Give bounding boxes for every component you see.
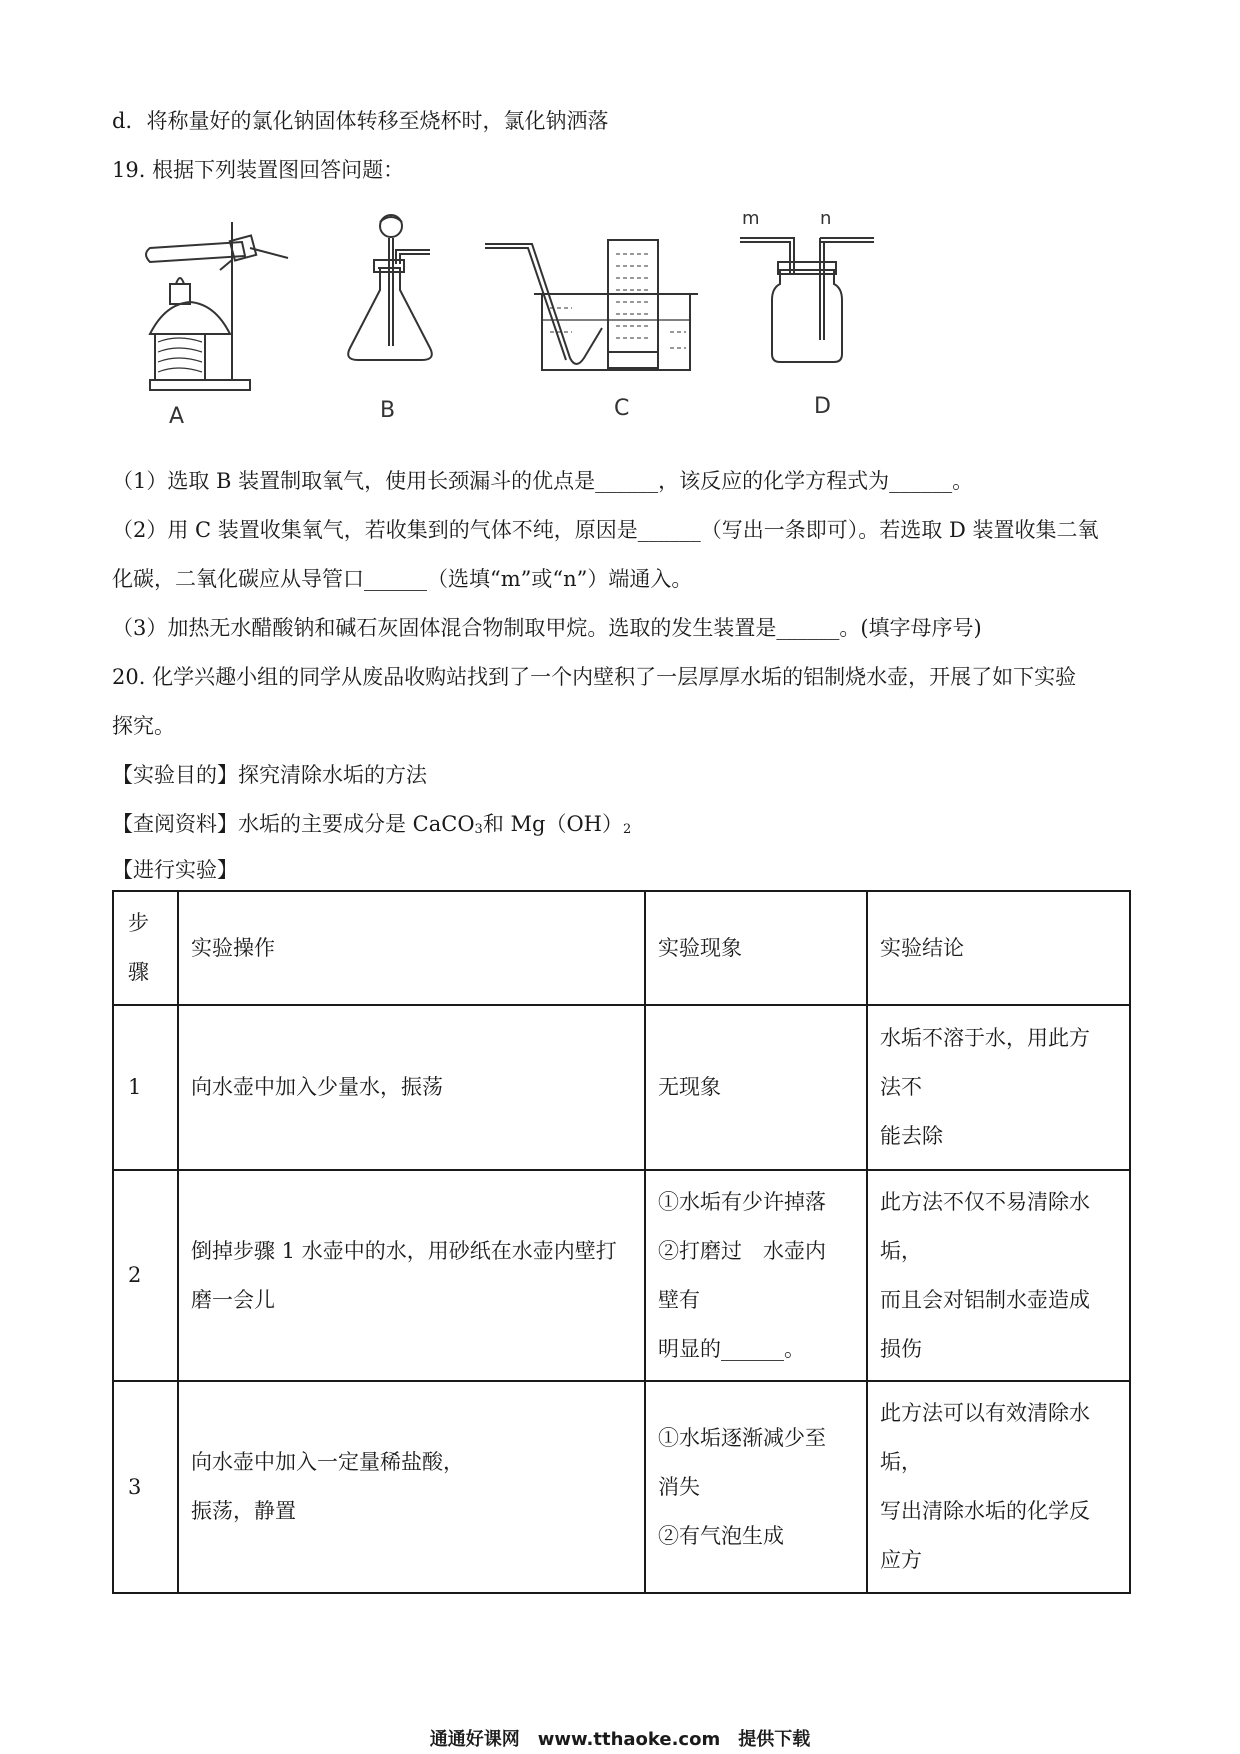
figure-label-b: B xyxy=(380,398,396,423)
q19-part1: （1）选取 B 装置制取氧气，使用长颈漏斗的优点是______，该反应的化学方程式为______。 xyxy=(112,469,974,493)
cell-line: 法不 xyxy=(880,1075,922,1099)
conduct-heading: 【进行实验】 xyxy=(112,858,238,882)
cell-conclusion xyxy=(867,1005,1130,1170)
header-step xyxy=(113,891,178,1005)
cell-line: 此方法不仅不易清除水 xyxy=(880,1189,1090,1214)
header-operation: 实验操作 xyxy=(178,891,645,1005)
option-d-text: d．将称量好的氯化钠固体转移至烧杯时，氯化钠洒落 xyxy=(112,109,609,133)
cell-line: 向水壶中加入一定量稀盐酸， xyxy=(191,1450,464,1474)
cell-line: 能去除 xyxy=(880,1124,943,1148)
cell-step: 1 xyxy=(113,1005,178,1170)
cell-line: ②有气泡生成 xyxy=(658,1523,784,1548)
cell-operation xyxy=(178,1170,645,1381)
cell-operation xyxy=(178,1005,645,1170)
cell-line: ①水垢逐渐减少至 xyxy=(658,1425,826,1450)
experiment-purpose: 【实验目的】探究清除水垢的方法 xyxy=(112,763,427,787)
header-conclusion: 实验结论 xyxy=(867,891,1130,1005)
cell-line: 垢， xyxy=(880,1450,922,1474)
cell-line: 明显的______。 xyxy=(658,1336,805,1361)
question-20-line2: 探究。 xyxy=(112,714,175,738)
cell-line: 向水壶中加入少量水，振荡 xyxy=(191,1075,443,1099)
cell-step: 2 xyxy=(113,1170,178,1381)
cell-phenomenon xyxy=(645,1170,867,1381)
cell-line: 消失 xyxy=(658,1474,700,1499)
cell-line: 壁有 xyxy=(658,1287,700,1312)
q19-part3: （3）加热无水醋酸钠和碱石灰固体混合物制取甲烷。选取的发生装置是______。(填字母序号) xyxy=(112,616,982,640)
question-20-line1: 20. 化学兴趣小组的同学从废品收购站找到了一个内壁积了一层厚厚水垢的铝制烧水壶，开展了如下实验 xyxy=(112,665,1077,689)
table-header-row xyxy=(113,891,1130,1005)
header-step-line: 骤 xyxy=(128,960,149,984)
cell-line: 应方 xyxy=(880,1548,922,1572)
header-phenomenon: 实验现象 xyxy=(645,891,867,1005)
apparatus-d xyxy=(740,238,874,362)
apparatus-c xyxy=(485,240,698,370)
figure-label-d: D xyxy=(814,394,831,419)
reference-text-b: 和 Mg（OH） xyxy=(482,812,623,836)
reference-sub-2: 2 xyxy=(622,822,632,837)
apparatus-drawing xyxy=(130,208,970,438)
table-row xyxy=(113,1381,1130,1593)
cell-line: ①水垢有少许掉落 xyxy=(658,1189,826,1214)
cell-line: 倒掉步骤 1 水壶中的水，用砂纸在水壶内壁打 xyxy=(191,1238,617,1263)
apparatus-b xyxy=(348,215,432,360)
table-row xyxy=(113,1170,1130,1381)
cell-line: ②打磨过 水壶内 xyxy=(658,1238,826,1263)
apparatus-a xyxy=(146,222,288,390)
page-footer: 通通好课网 www.tthaoke.com 提供下载 xyxy=(429,1729,811,1750)
cell-operation xyxy=(178,1381,645,1593)
cell-line: 无现象 xyxy=(658,1075,721,1099)
q19-part2-line2: 化碳，二氧化碳应从导管口______（选填“m”或“n”）端通入。 xyxy=(112,567,693,591)
reference-info xyxy=(112,809,631,845)
cell-line: 此方法可以有效清除水 xyxy=(880,1401,1090,1425)
apparatus-figure xyxy=(130,208,970,438)
cell-line: 写出清除水垢的化学反 xyxy=(880,1499,1090,1523)
q19-part2-line1: （2）用 C 装置收集氧气，若收集到的气体不纯，原因是______（写出一条即可）。若选取 D 装置收集二氧 xyxy=(112,518,1099,542)
cell-phenomenon xyxy=(645,1005,867,1170)
cell-phenomenon xyxy=(645,1381,867,1593)
header-step-line: 步 xyxy=(128,911,149,935)
port-label-m: m xyxy=(742,208,760,229)
cell-conclusion xyxy=(867,1381,1130,1593)
port-label-n: n xyxy=(820,208,832,229)
cell-line: 而且会对铝制水壶造成 xyxy=(880,1287,1090,1312)
cell-line: 磨一会儿 xyxy=(191,1287,275,1312)
reference-sub-3: 3 xyxy=(474,822,483,837)
question-19-stem: 19. 根据下列装置图回答问题： xyxy=(112,158,405,182)
figure-label-c: C xyxy=(614,396,630,421)
cell-step: 3 xyxy=(113,1381,178,1593)
reference-text-a: 【查阅资料】水垢的主要成分是 CaCO xyxy=(112,812,475,836)
figure-label-a: A xyxy=(169,404,185,429)
cell-conclusion xyxy=(867,1170,1130,1381)
cell-line: 水垢不溶于水，用此方 xyxy=(880,1026,1090,1050)
cell-line: 垢， xyxy=(880,1238,922,1263)
table-row xyxy=(113,1005,1130,1170)
cell-line: 损伤 xyxy=(880,1336,922,1361)
cell-line: 振荡，静置 xyxy=(191,1499,296,1523)
experiment-table xyxy=(112,890,1131,1594)
